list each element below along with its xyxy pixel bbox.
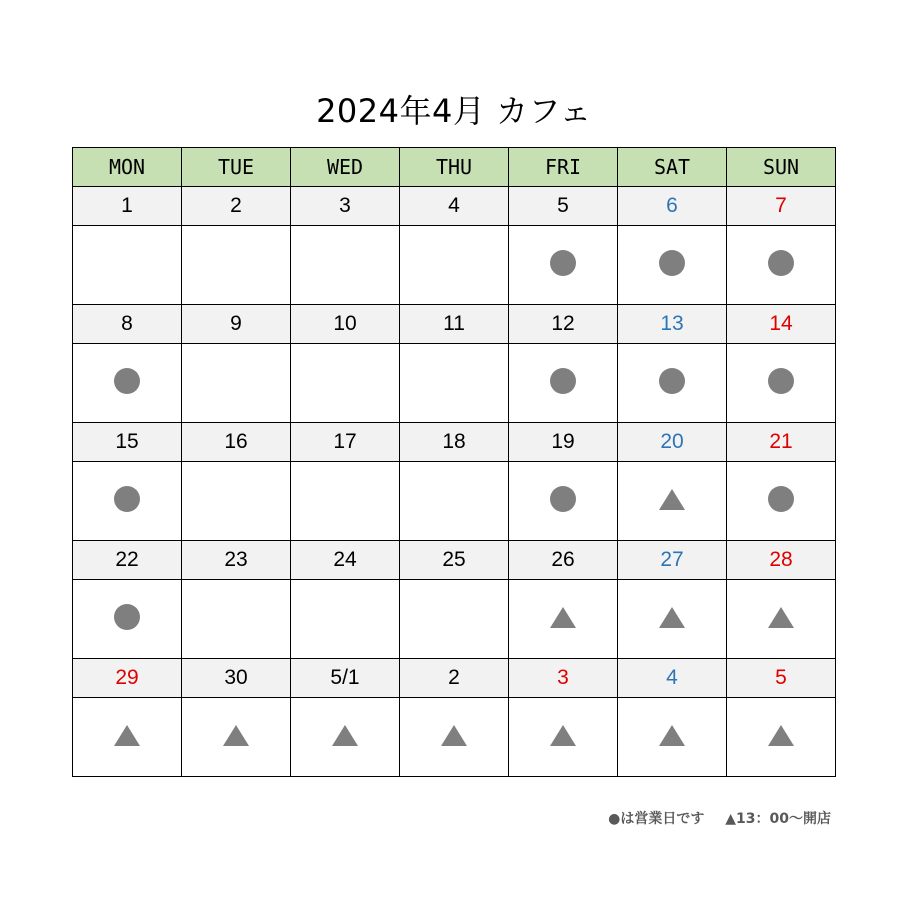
date-cell: 1 — [73, 187, 182, 226]
date-row — [73, 659, 836, 698]
weekday-fri: FRI — [509, 148, 618, 187]
date-cell: 29 — [73, 659, 182, 698]
weekday-header-row — [73, 148, 836, 187]
open-day-circle-icon — [550, 368, 576, 394]
status-cell — [291, 698, 400, 777]
afternoon-opening-triangle-icon — [550, 607, 576, 628]
date-cell: 3 — [291, 187, 400, 226]
date-cell: 23 — [182, 541, 291, 580]
afternoon-opening-triangle-icon — [659, 607, 685, 628]
afternoon-opening-triangle-icon — [768, 725, 794, 746]
weekday-sun: SUN — [727, 148, 836, 187]
status-cell — [73, 462, 182, 541]
date-cell: 11 — [400, 305, 509, 344]
calendar-title: 2024年4月 カフェ — [316, 92, 592, 130]
status-cell — [400, 462, 509, 541]
legend-open-days: ●は営業日です — [608, 811, 705, 827]
status-cell — [618, 580, 727, 659]
date-cell: 2 — [400, 659, 509, 698]
status-cell — [182, 462, 291, 541]
status-cell — [182, 344, 291, 423]
date-cell: 9 — [182, 305, 291, 344]
status-cell — [618, 226, 727, 305]
date-cell: 24 — [291, 541, 400, 580]
date-cell: 17 — [291, 423, 400, 462]
open-day-circle-icon — [659, 368, 685, 394]
date-cell: 18 — [400, 423, 509, 462]
status-cell — [727, 462, 836, 541]
date-cell: 5/1 — [291, 659, 400, 698]
status-cell — [509, 698, 618, 777]
open-day-circle-icon — [768, 486, 794, 512]
status-cell — [291, 344, 400, 423]
date-cell: 2 — [182, 187, 291, 226]
date-cell: 14 — [727, 305, 836, 344]
date-cell: 16 — [182, 423, 291, 462]
status-row — [73, 580, 836, 659]
date-row — [73, 305, 836, 344]
status-cell — [73, 226, 182, 305]
status-cell — [618, 698, 727, 777]
status-cell — [400, 344, 509, 423]
status-cell — [509, 580, 618, 659]
status-row — [73, 698, 836, 777]
status-cell — [727, 344, 836, 423]
afternoon-opening-triangle-icon — [332, 725, 358, 746]
date-cell: 4 — [400, 187, 509, 226]
weekday-sat: SAT — [618, 148, 727, 187]
status-cell — [73, 344, 182, 423]
status-cell — [727, 698, 836, 777]
date-cell: 21 — [727, 423, 836, 462]
date-row — [73, 187, 836, 226]
afternoon-opening-triangle-icon — [114, 725, 140, 746]
open-day-circle-icon — [768, 250, 794, 276]
date-cell: 5 — [509, 187, 618, 226]
afternoon-opening-triangle-icon — [659, 489, 685, 510]
status-cell — [400, 698, 509, 777]
status-cell — [618, 344, 727, 423]
calendar-grid — [72, 147, 836, 777]
afternoon-opening-triangle-icon — [550, 725, 576, 746]
status-cell — [182, 226, 291, 305]
status-row — [73, 344, 836, 423]
open-day-circle-icon — [659, 250, 685, 276]
date-cell: 10 — [291, 305, 400, 344]
status-cell — [291, 462, 400, 541]
status-cell — [509, 226, 618, 305]
date-cell: 30 — [182, 659, 291, 698]
weekday-thu: THU — [400, 148, 509, 187]
date-cell: 15 — [73, 423, 182, 462]
open-day-circle-icon — [114, 368, 140, 394]
date-cell: 20 — [618, 423, 727, 462]
status-cell — [291, 226, 400, 305]
date-cell: 5 — [727, 659, 836, 698]
status-cell — [73, 698, 182, 777]
date-cell: 6 — [618, 187, 727, 226]
afternoon-opening-triangle-icon — [223, 725, 249, 746]
open-day-circle-icon — [768, 368, 794, 394]
date-cell: 26 — [509, 541, 618, 580]
date-cell: 7 — [727, 187, 836, 226]
status-cell — [291, 580, 400, 659]
status-row — [73, 462, 836, 541]
date-cell: 3 — [509, 659, 618, 698]
afternoon-opening-triangle-icon — [768, 607, 794, 628]
open-day-circle-icon — [550, 250, 576, 276]
date-cell: 22 — [73, 541, 182, 580]
legend — [592, 808, 831, 828]
date-cell: 27 — [618, 541, 727, 580]
status-cell — [400, 226, 509, 305]
status-cell — [73, 580, 182, 659]
status-cell — [509, 462, 618, 541]
date-cell: 25 — [400, 541, 509, 580]
status-cell — [182, 698, 291, 777]
open-day-circle-icon — [550, 486, 576, 512]
open-day-circle-icon — [114, 486, 140, 512]
afternoon-opening-triangle-icon — [441, 725, 467, 746]
status-cell — [727, 226, 836, 305]
status-cell — [182, 580, 291, 659]
status-cell — [400, 580, 509, 659]
status-cell — [618, 462, 727, 541]
weekday-tue: TUE — [182, 148, 291, 187]
date-cell: 8 — [73, 305, 182, 344]
date-cell: 28 — [727, 541, 836, 580]
legend-afternoon-opening: ▲13：00～開店 — [725, 811, 831, 827]
afternoon-opening-triangle-icon — [659, 725, 685, 746]
date-cell: 13 — [618, 305, 727, 344]
status-row — [73, 226, 836, 305]
weekday-wed: WED — [291, 148, 400, 187]
weekday-mon: MON — [73, 148, 182, 187]
date-row — [73, 541, 836, 580]
open-day-circle-icon — [114, 604, 140, 630]
date-cell: 4 — [618, 659, 727, 698]
date-row — [73, 423, 836, 462]
date-cell: 19 — [509, 423, 618, 462]
date-cell: 12 — [509, 305, 618, 344]
status-cell — [509, 344, 618, 423]
status-cell — [727, 580, 836, 659]
